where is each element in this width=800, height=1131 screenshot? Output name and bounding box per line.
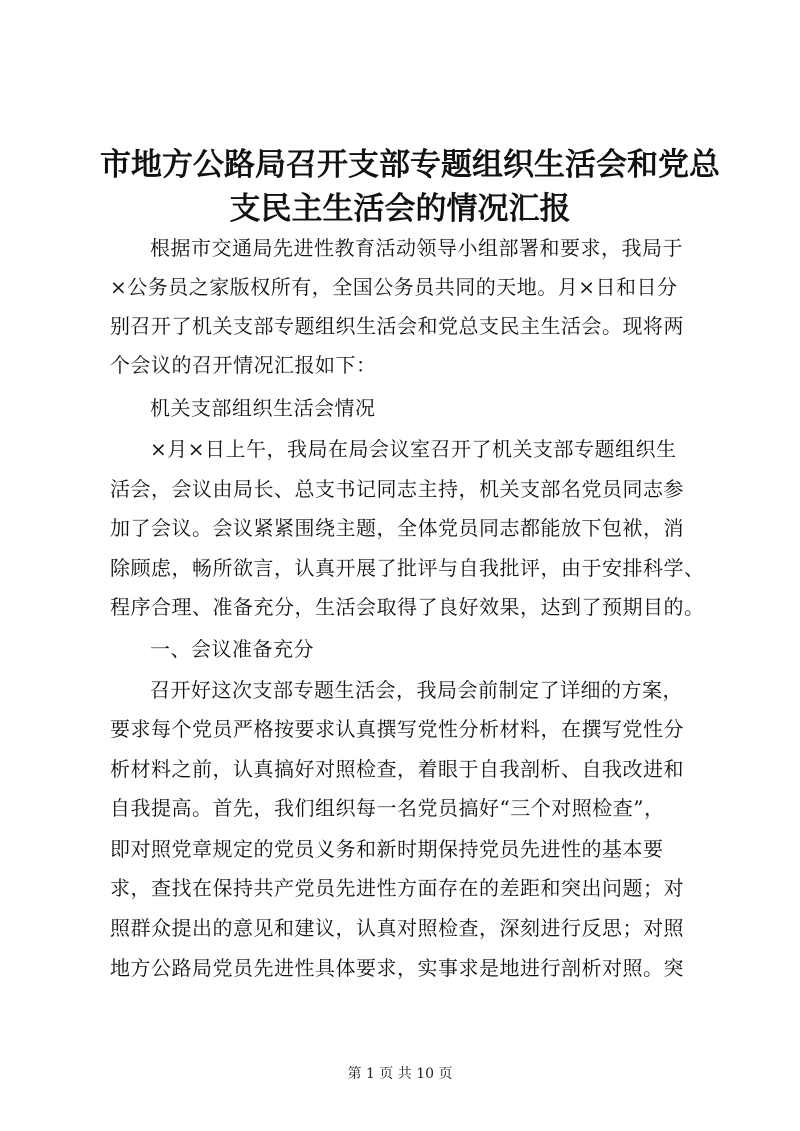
body-line: 自我提高。首先，我们组织每一名党员搞好“三个对照检查”， xyxy=(110,796,665,820)
body-line: 根据市交通局先进性教育活动领导小组部署和要求，我局于 xyxy=(150,236,683,260)
body-line: ×公务员之家版权所有，全国公务员共同的天地。月×日和日分 xyxy=(110,275,678,299)
body-line: 活会，会议由局长、总支书记同志主持，机关支部名党员同志参 xyxy=(110,477,684,501)
body-line: 程序合理、准备充分，生活会取得了良好效果，达到了预期目的。 xyxy=(110,595,705,619)
section-heading: 机关支部组织生活会情况 xyxy=(150,396,376,420)
body-line: 照群众提出的意见和建议，认真对照检查，深刻进行反思；对照 xyxy=(110,916,684,940)
body-line: 要求每个党员严格按要求认真撰写党性分析材料，在撰写党性分 xyxy=(110,717,684,741)
body-line: 地方公路局党员先进性具体要求，实事求是地进行剖析对照。突 xyxy=(110,956,684,980)
body-line: 求，查找在保持共产党员先进性方面存在的差距和突出问题；对 xyxy=(110,876,684,900)
page-number-footer: 第 1 页 共 10 页 xyxy=(347,1066,453,1082)
body-line: 即对照党章规定的党员义务和新时期保持党员先进性的基本要 xyxy=(110,837,664,861)
document-title-line-1: 市地方公路局召开支部专题组织生活会和党总 xyxy=(100,147,720,183)
body-line: 召开好这次支部专题生活会，我局会前制定了详细的方案， xyxy=(150,678,683,702)
document-title-line-2: 支民主生活会的情况汇报 xyxy=(229,191,571,227)
section-heading: 一、会议准备充分 xyxy=(150,637,314,661)
body-line: 别召开了机关支部专题组织生活会和党总支民主生活会。现将两 xyxy=(110,314,684,338)
body-line: 除顾虑，畅所欲言，认真开展了批评与自我批评，由于安排科学、 xyxy=(110,556,705,580)
body-line: 加了会议。会议紧紧围绕主题，全体党员同志都能放下包袱，消 xyxy=(110,516,684,540)
body-line: ×月×日上午，我局在局会议室召开了机关支部专题组织生 xyxy=(150,437,677,461)
body-line: 个会议的召开情况汇报如下： xyxy=(110,353,377,377)
body-line: 析材料之前，认真搞好对照检查，着眼于自我剖析、自我改进和 xyxy=(110,757,684,781)
